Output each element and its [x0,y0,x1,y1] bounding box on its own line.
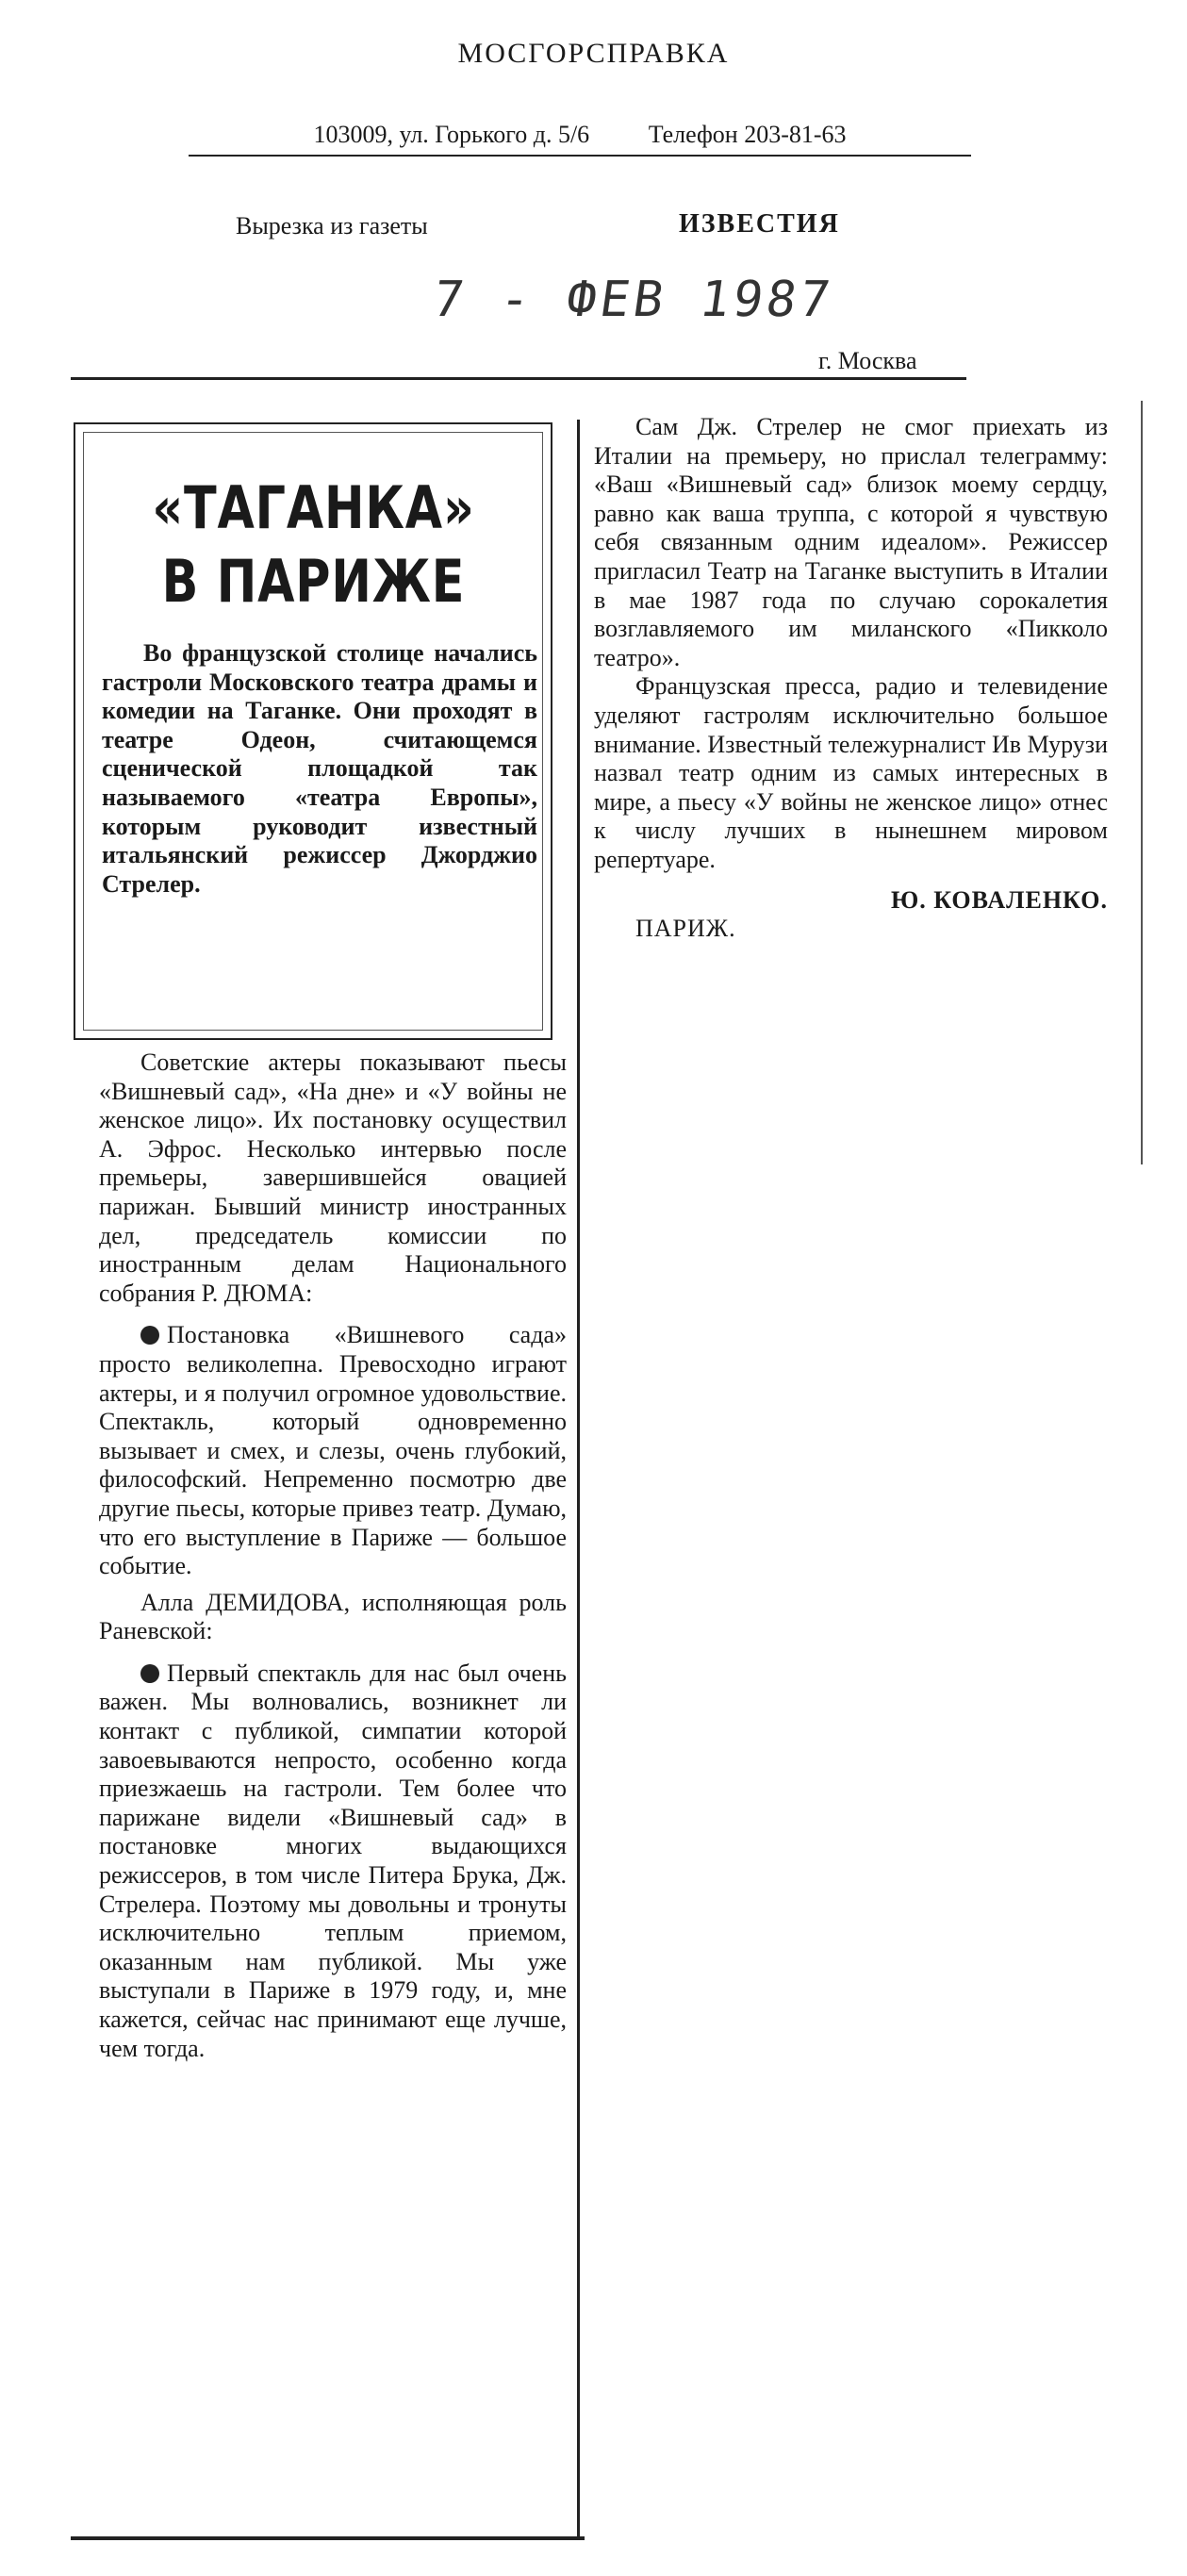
bullet-icon [140,1664,159,1683]
bullet-icon [140,1326,159,1345]
headline [123,471,505,619]
newspaper-name: ИЗВЕСТИЯ [679,209,840,239]
org-name: МОСГОРСПРАВКА [457,38,730,69]
headline-line-1: «ТАГАНКА» [152,473,475,542]
clip-label: Вырезка из газеты [236,212,428,239]
lead-text: Во французской столице начались гастроли Московского театра драмы и комедии на Таганке. Они проходят в театре Одеон, считающемся сценической площадкой так называемого «театра Европы», которым руководит известный итальянский режиссер Джорджио Стрелер. [102,639,537,898]
dateline: ПАРИЖ. [635,915,736,943]
bottom-rule [71,2536,585,2540]
lead-paragraph [102,639,537,899]
quote-dumas [99,1321,567,1580]
date-stamp: 7 - ФЕВ 1987 [429,272,837,328]
speaker-demidova: Алла ДЕМИДОВА, исполняющая роль Раневской: [99,1588,567,1645]
column-right [594,413,1108,944]
column-left [99,1049,567,2063]
column-rule [577,420,580,2536]
city: г. Москва [818,347,917,374]
quote-demidova-text: Первый спектакль для нас был очень важен. Мы волновались, возникнет ли контакт с публикой, симпатии которой завоевываются непросто, особенно когда приезжаешь на гастроли. Тем более что парижане видели «Вишневый сад» в постановке многих выдающихся режиссеров, в том числе Питера Брука, Дж. Стрелера. Поэтому мы довольны и тронуты исключительно теплым приемом, оказанным нам публикой. Мы уже выступали в Париже в 1979 году, и, мне кажется, сейчас нас принимают еще лучше, чем тогда. [99,1659,567,2062]
phone: Телефон 203-81-63 [648,121,847,148]
paragraph-streler: Сам Дж. Стрелер не смог приехать из Италии на премьеру, но прислал телеграмму: «Ваш «Вишневый сад» близок моему сердцу, равно как ваша труппа, с которой я чувствую себя связанным одним идеалом». Режиссер пригласил Театр на Таганке выступить в Италии в мае 1987 года по случаю сорокалетия возглавляемого им миланского «Пикколо театро». [594,413,1108,671]
header-divider [71,377,966,380]
address-line [189,121,971,157]
paragraph-intro: Советские актеры показывают пьесы «Вишневый сад», «На дне» и «У войны не женское лицо». Их постановку осуществил А. Эфрос. Несколько интервью после премьеры, завершившейся овацией парижан. Бывший министр иностранных дел, председатель комиссии по иностранным делам Национального собрания Р. ДЮМА: [99,1049,567,1307]
right-edge-rule [1141,401,1143,1164]
paragraph-press: Французская пресса, радио и телевидение уделяют гастролям исключительно большое внимание. Известный тележурналист Ив Мурузи назвал театр одним из самых интересных в мире, а пьесу «У войны не женское лицо» отнес к числу лучших в нынешнем мировом репертуаре. [594,672,1108,873]
author: Ю. КОВАЛЕНКО. [890,885,1108,914]
quote-dumas-text: Постановка «Вишневого сада» просто великолепна. Превосходно играют актеры, и я получил огромное удовольствие. Спектакль, который одновременно вызывает и смех, и слезы, очень глубокий, философский. Непременно посмотрю две другие пьесы, которые привез театр. Думаю, что его выступление в Париже — большое событие. [99,1321,567,1580]
headline-line-2: В ПАРИЖЕ [161,547,466,616]
address: 103009, ул. Горького д. 5/6 [313,121,590,148]
quote-demidova [99,1660,567,2063]
